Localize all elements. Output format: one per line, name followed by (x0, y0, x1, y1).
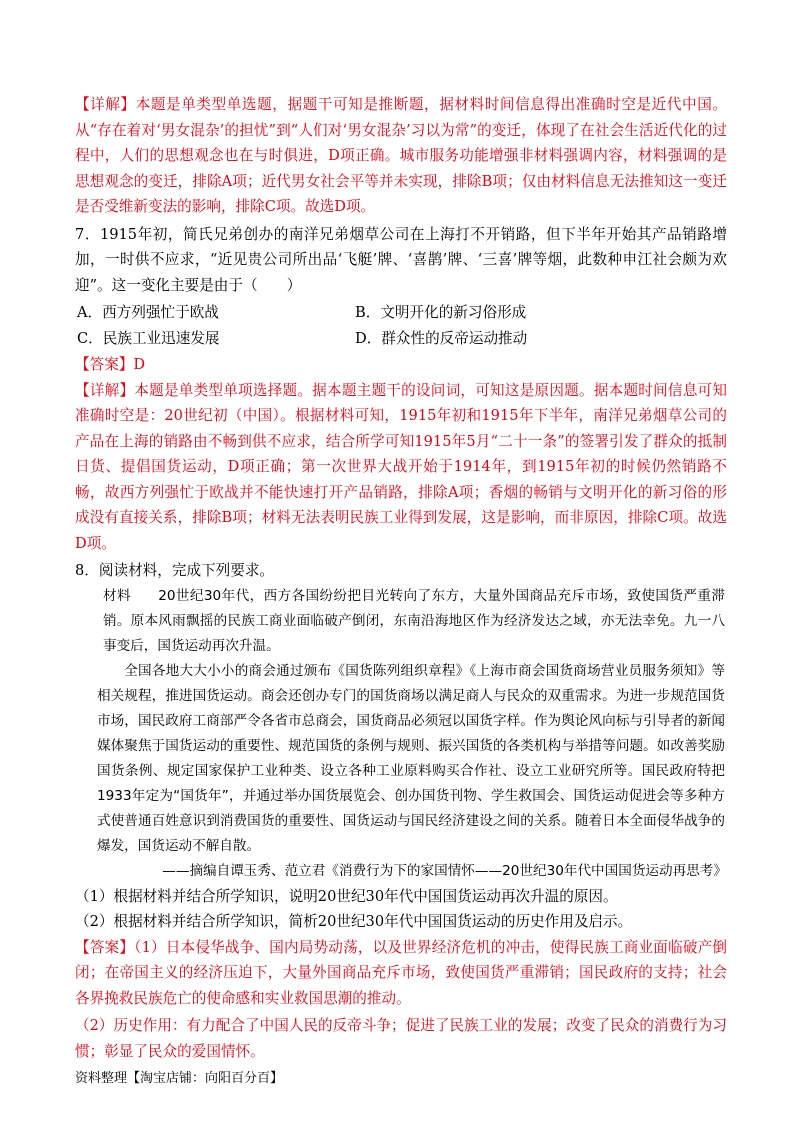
material-source: ——摘编自谭玉秀、范立君《消费行为下的家国情怀——20世纪30年代中国国货运动再思考》 (162, 862, 727, 879)
page-footer: 资料整理【淘宝店铺：向阳百分百】 (75, 1071, 284, 1086)
q8-material (75, 584, 727, 859)
q8-answer-2: （2）历史作用：有力配合了中国人民的反帝斗争；促进了民族工业的发展；改变了民众的消费行为习惯；彰显了民众的爱国情怀。 (75, 1017, 727, 1060)
q6-analysis (75, 92, 727, 220)
q7-answer (75, 352, 727, 378)
analysis-text: 本题是单类型单选题，据题干可知是推断题，据材料时间信息得出准确时空是近代中国。从“存在着对‘男女混杂’的担忧”到“人们对‘男女混杂’习以为常”的变迁，体现了在社会生活近代化的过程中，人们的思想观念也在与时俱进，D项正确。城市服务功能增强非材料强调内容，材料强调的是思想观念的变迁，排除A项；近代男女社会平等并未实现，排除B项；仅由材料信息无法推知这一变迁是否受维新变法的影响，排除C项。故选D项。 (75, 96, 727, 215)
analysis-text: 本题是单类型单项选择题。据本题主题干的设问词，可知这是原因题。据本题时间信息可知准确时空是：20世纪初（中国）。根据材料可知，1915年初和1915年下半年，南洋兄弟烟草公司的产品在上海的销路由不畅到供不应求，结合所学可知1915年5月“二十一条”的签署引发了群众的抵制日货、提倡国货运动，D项正确；第一次世界大战开始于1914年，到1915年初的时候仍然销路不畅，故西方列强忙于欧战并不能快速打开产品销路，排除A项；香烟的畅销与文明开化的新习俗的形成没有直接关系，排除B项；材料无法表明民族工业得到发展，这是影响，而非原因，排除C项。故选D项。 (75, 381, 727, 552)
q7-analysis (75, 378, 727, 557)
option-b: B．文明开化的新习俗形成 (355, 304, 527, 321)
option-d: D．群众性的反帝运动推动 (355, 330, 528, 347)
material-label: 材料 (103, 587, 131, 604)
q8-stem: 8．阅读材料，完成下列要求。 (75, 562, 275, 579)
q7-options (75, 300, 727, 352)
material-text-1: 20世纪30年代，西方各国纷纷把目光转向了东方，大量外国商品充斥市场，致使国货严重滞销。原本风雨飘摇的民族工商业面临破产倒闭，东南沿海地区作为经济发达之域，亦无法幸免。九一八事变后，国货运动再次升温。 (103, 587, 726, 654)
option-a: A．西方列强忙于欧战 (77, 304, 219, 321)
q8-answer-1 (75, 935, 727, 1012)
option-c: C．民族工业迅速发展 (77, 330, 220, 347)
answer-value: D (133, 356, 146, 373)
material-paragraph-2: 全国各地大大小小的商会通过颁布《国货陈列组织章程》《上海市商会国货商场营业员服务须知》等相关规程，推进国货运动。商会还创办专门的国货商场以满足商人与民众的双重需求。为进一步规范国货市场，国民政府工商部严令各省市总商会，国货商品必须冠以国货字样。作为舆论风向标与引导者的新闻媒体聚焦于国货运动的重要性、规范国货的条例与规则、振兴国货的各类机构与举措等问题。如改善奖励国货条例、规定国家保护工业种类、设立各种工业原料购买合作社、设立工业研究所等。国民政府特把1933年定为“国货年”，并通过举办国货展览会、创办国货刊物、学生救国会、国货运动促进会等多种方式使普通百姓意识到消费国货的重要性、国货运动与国民经济建设之间的关系。随着日本全面侵华战争的爆发，国货运动不解自散。 (97, 662, 725, 854)
q7-stem: 7．1915年初，简氏兄弟创办的南洋兄弟烟草公司在上海打不开销路，但下半年开始其产品销路增加，一时供不应求，“近见贵公司所出品‘飞艇’牌、‘喜鹊’牌、‘三喜’牌等烟，此数种申江社会颇为欢迎”。这一变化主要是由于（ ） (75, 225, 727, 294)
q8-sub-question-1: （1）根据材料并结合所学知识，说明20世纪30年代中国国货运动再次升温的原因。 (75, 887, 618, 905)
answer-tag: 【答案】 (75, 938, 135, 956)
answer-text-1: （1）日本侵华战争、国内局势动荡，以及世界经济危机的冲击，使得民族工商业面临破产倒闭；在帝国主义的经济压迫下，大量外国商品充斥市场，致使国货严重滞销；国民政府的支持；社会各界挽救民族危亡的使命感和实业救国思潮的推动。 (75, 938, 727, 1007)
material-paragraph-1 (97, 584, 725, 659)
analysis-tag: 【详解】 (75, 96, 136, 113)
answer-tag: 【答案】 (75, 356, 134, 373)
q8-sub-question-2: （2）根据材料并结合所学知识，简析20世纪30年代中国国货运动的历史作用及启示。 (75, 913, 633, 930)
analysis-tag: 【详解】 (75, 381, 135, 399)
document-content (75, 92, 727, 1066)
